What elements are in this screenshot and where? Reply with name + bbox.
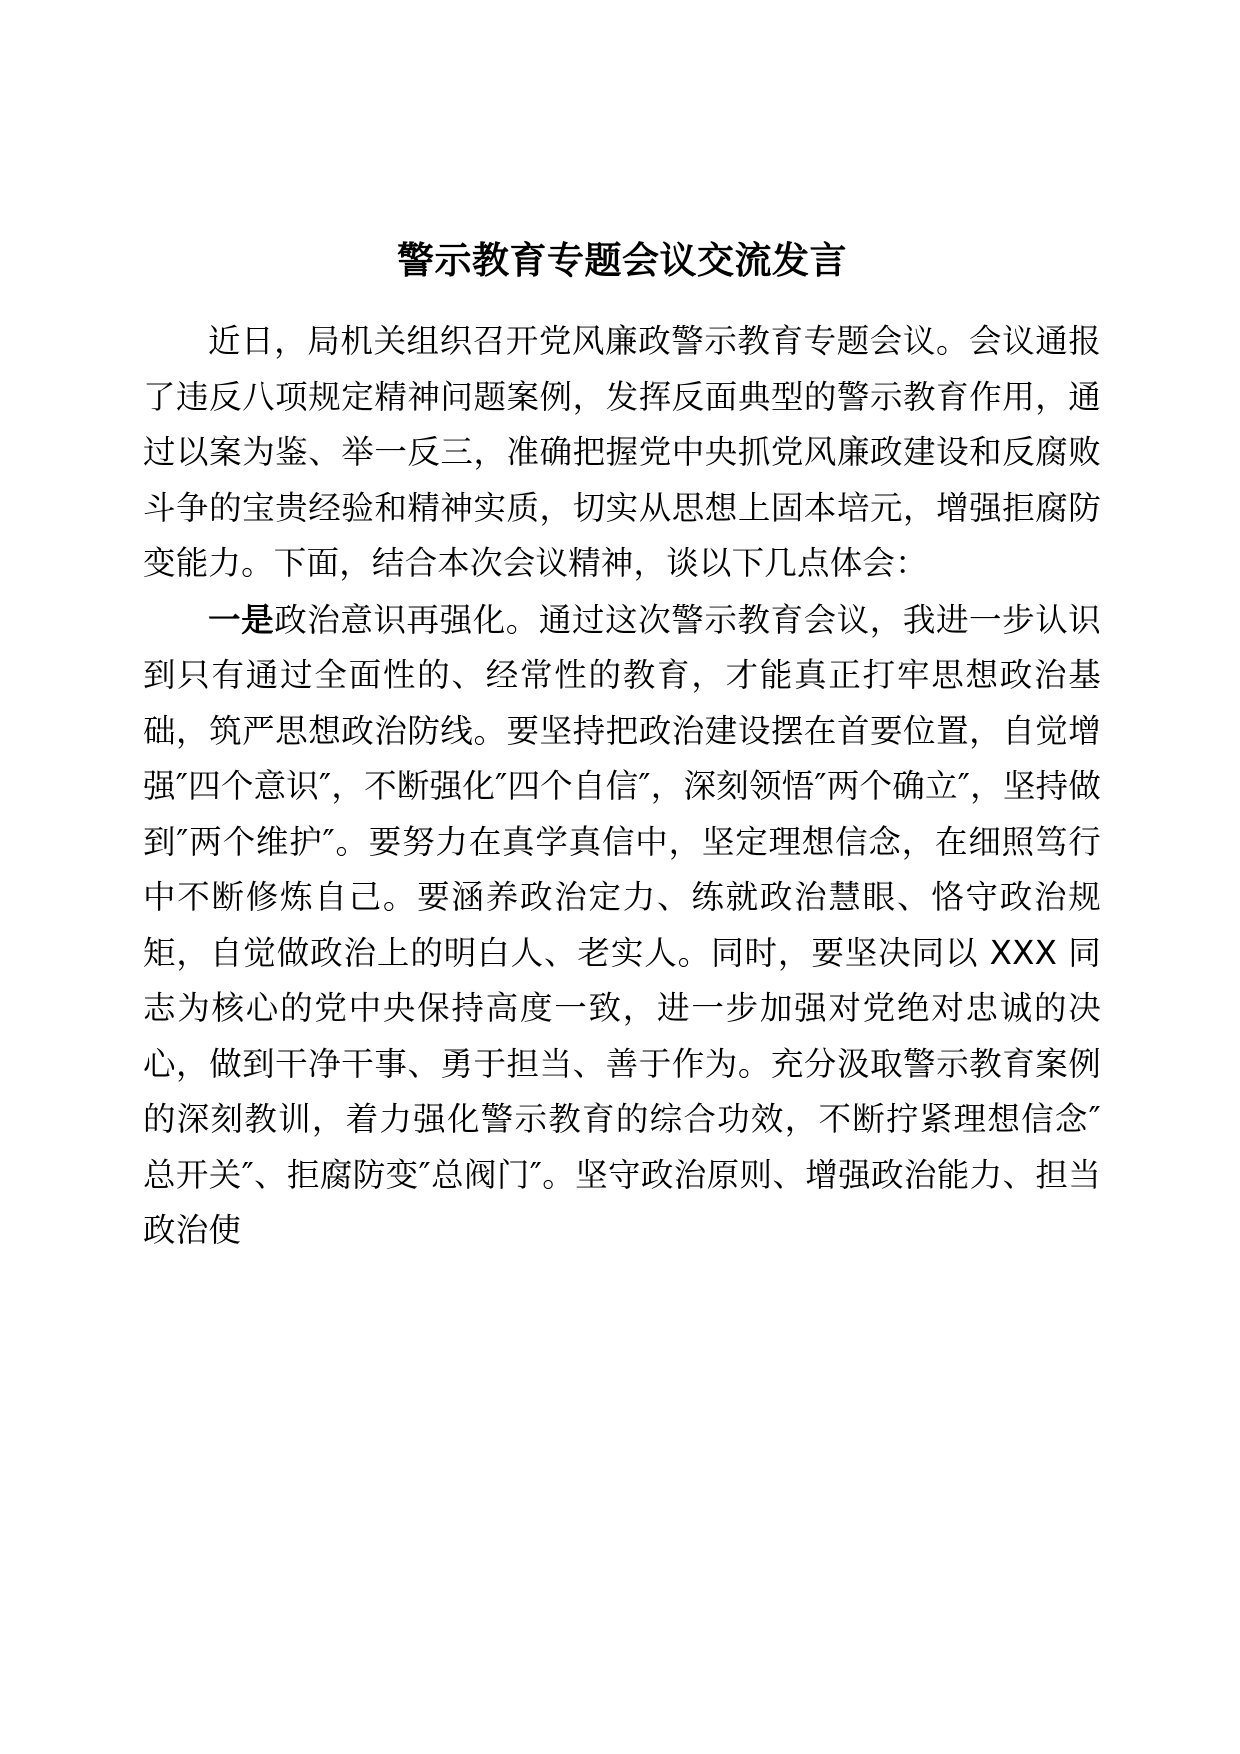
paragraph-text: 近日，局机关组织召开党风廉政警示教育专题会议。会议通报了违反八项规定精神问题案例，发挥反面典型的警示教育作用，通过以案为鉴、举一反三，准确把握党中央抓党风廉政建设和反腐败斗争的宝贵经验和精神实质，切实从思想上固本培元，增强拒腐防变能力。下面，结合本次会议精神，谈以下几点体会： — [143, 322, 1101, 583]
paragraph-point-one — [143, 593, 1101, 1259]
paragraph-text: 政治意识再强化。通过这次警示教育会议，我进一步认识到只有通过全面性的、经常性的教育，才能真正打牢思想政治基础，筑严思想政治防线。要坚持把政治建设摆在首要位置，自觉增强″四个意识″，不断强化″四个自信″，深刻领悟″两个确立″，坚持做到″两个维护″。要努力在真学真信中，坚定理想信念，在细照笃行中不断修炼自己。要涵养政治定力、练就政治慧眼、恪守政治规矩，自觉做政治上的明白人、老实人。同时，要坚决同以 XXX 同志为核心的党中央保持高度一致，进一步加强对党绝对忠诚的决心，做到干净干事、勇于担当、善于作为。充分汲取警示教育案例的深刻教训，着力强化警示教育的综合功效，不断拧紧理想信念″总开关″、拒腐防变″总阀门″。坚守政治原则、增强政治能力、担当政治使 — [143, 600, 1101, 1250]
paragraph-list — [143, 314, 1101, 1259]
document-body — [143, 0, 1101, 1259]
paragraph-intro — [143, 314, 1101, 592]
page-title: 警示教育专题会议交流发言 — [397, 239, 847, 282]
paragraph-lead-label: 一是 — [208, 600, 275, 639]
